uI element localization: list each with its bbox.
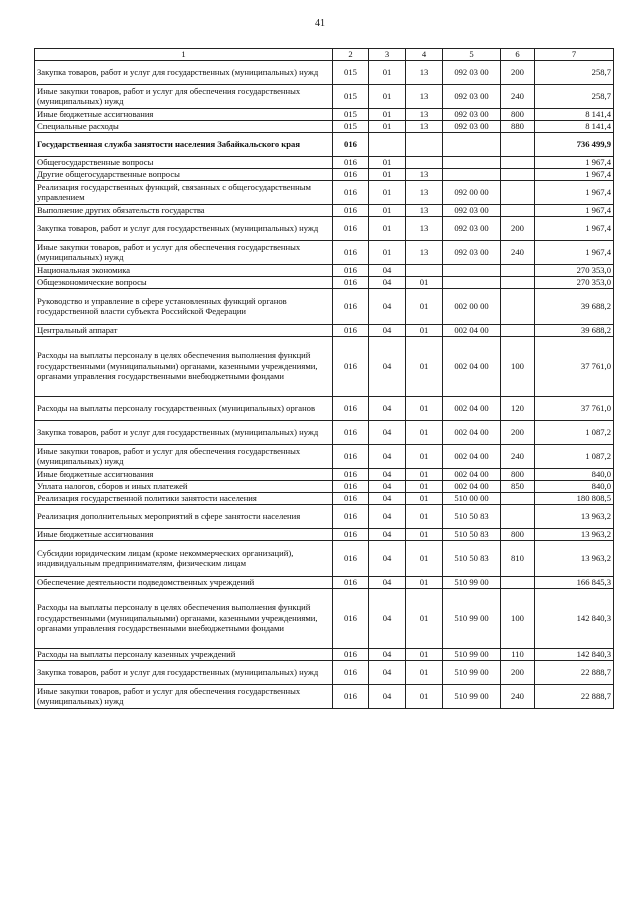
- cell-expense-type-code: [501, 504, 535, 528]
- cell-amount: 8 141,4: [535, 108, 614, 120]
- cell-ministry-code: 016: [333, 132, 369, 156]
- cell-amount: 1 087,2: [535, 420, 614, 444]
- cell-subsection-code: 13: [406, 204, 443, 216]
- cell-target-code: 510 99 00: [443, 648, 501, 660]
- cell-amount: 22 888,7: [535, 660, 614, 684]
- cell-section-code: 04: [369, 528, 406, 540]
- cell-section-code: 01: [369, 120, 406, 132]
- cell-subsection-code: 01: [406, 576, 443, 588]
- table-row: [35, 264, 614, 276]
- cell-name: Специальные расходы: [35, 120, 333, 132]
- cell-target-code: 002 04 00: [443, 336, 501, 396]
- column-header: 1: [35, 49, 333, 61]
- cell-expense-type-code: 800: [501, 108, 535, 120]
- cell-section-code: 01: [369, 204, 406, 216]
- column-header: 5: [443, 49, 501, 61]
- cell-subsection-code: 13: [406, 120, 443, 132]
- cell-section-code: 01: [369, 108, 406, 120]
- table-row: [35, 480, 614, 492]
- cell-target-code: 092 03 00: [443, 60, 501, 84]
- cell-amount: 142 840,3: [535, 648, 614, 660]
- cell-name: Национальная экономика: [35, 264, 333, 276]
- cell-amount: 1 967,4: [535, 204, 614, 216]
- table-row: [35, 60, 614, 84]
- table-row: [35, 684, 614, 708]
- cell-ministry-code: 016: [333, 492, 369, 504]
- cell-ministry-code: 016: [333, 528, 369, 540]
- cell-expense-type-code: 240: [501, 444, 535, 468]
- cell-amount: 736 499,9: [535, 132, 614, 156]
- cell-ministry-code: 016: [333, 336, 369, 396]
- cell-name: Иные бюджетные ассигнования: [35, 108, 333, 120]
- cell-expense-type-code: [501, 264, 535, 276]
- cell-subsection-code: 01: [406, 648, 443, 660]
- cell-subsection-code: 01: [406, 492, 443, 504]
- cell-expense-type-code: [501, 180, 535, 204]
- cell-section-code: 04: [369, 480, 406, 492]
- column-header: 4: [406, 49, 443, 61]
- cell-expense-type-code: 200: [501, 216, 535, 240]
- cell-name: Иные закупки товаров, работ и услуг для обеспечения государственных (муниципальных) нужд: [35, 444, 333, 468]
- cell-subsection-code: 01: [406, 588, 443, 648]
- cell-target-code: [443, 156, 501, 168]
- cell-ministry-code: 016: [333, 684, 369, 708]
- cell-section-code: 04: [369, 660, 406, 684]
- cell-target-code: 510 50 83: [443, 540, 501, 576]
- cell-target-code: 092 03 00: [443, 204, 501, 216]
- cell-expense-type-code: 200: [501, 660, 535, 684]
- cell-name: Закупка товаров, работ и услуг для государственных (муниципальных) нужд: [35, 216, 333, 240]
- cell-target-code: 510 00 00: [443, 492, 501, 504]
- table-row: [35, 324, 614, 336]
- cell-name: Иные бюджетные ассигнования: [35, 468, 333, 480]
- cell-ministry-code: 016: [333, 156, 369, 168]
- cell-ministry-code: 016: [333, 168, 369, 180]
- table-row: [35, 648, 614, 660]
- cell-expense-type-code: 240: [501, 84, 535, 108]
- table-row: [35, 168, 614, 180]
- cell-amount: 37 761,0: [535, 336, 614, 396]
- cell-expense-type-code: 200: [501, 420, 535, 444]
- cell-subsection-code: 01: [406, 420, 443, 444]
- cell-subsection-code: [406, 132, 443, 156]
- cell-expense-type-code: [501, 288, 535, 324]
- cell-ministry-code: 015: [333, 120, 369, 132]
- cell-section-code: 01: [369, 180, 406, 204]
- cell-ministry-code: 016: [333, 324, 369, 336]
- table-row: [35, 396, 614, 420]
- cell-name: Общеэкономические вопросы: [35, 276, 333, 288]
- cell-name: Расходы на выплаты персоналу в целях обеспечения выполнения функций государственными (муниципальными) органами, казенными учреждениями, органами управления государственными внебюджетными фондами: [35, 588, 333, 648]
- table-row: [35, 660, 614, 684]
- table-row: [35, 504, 614, 528]
- table-row: [35, 528, 614, 540]
- cell-amount: 1 967,4: [535, 216, 614, 240]
- cell-expense-type-code: 850: [501, 480, 535, 492]
- table-row: [35, 204, 614, 216]
- cell-subsection-code: 13: [406, 84, 443, 108]
- cell-section-code: 04: [369, 540, 406, 576]
- cell-amount: 258,7: [535, 60, 614, 84]
- cell-expense-type-code: 800: [501, 528, 535, 540]
- cell-target-code: 092 00 00: [443, 180, 501, 204]
- table-row: [35, 156, 614, 168]
- cell-expense-type-code: 800: [501, 468, 535, 480]
- table-row: [35, 288, 614, 324]
- cell-ministry-code: 016: [333, 180, 369, 204]
- cell-section-code: [369, 132, 406, 156]
- cell-name: Субсидии юридическим лицам (кроме некоммерческих организаций), индивидуальным предпринимателям, физическим лицам: [35, 540, 333, 576]
- cell-name: Иные закупки товаров, работ и услуг для обеспечения государственных (муниципальных) нужд: [35, 84, 333, 108]
- cell-name: Руководство и управление в сфере установленных функций органов государственной власти субъекта Российской Федерации: [35, 288, 333, 324]
- cell-name: Закупка товаров, работ и услуг для государственных (муниципальных) нужд: [35, 660, 333, 684]
- cell-name: Обеспечение деятельности подведомственных учреждений: [35, 576, 333, 588]
- cell-name: Государственная служба занятости населения Забайкальского края: [35, 132, 333, 156]
- cell-amount: 22 888,7: [535, 684, 614, 708]
- cell-section-code: 04: [369, 504, 406, 528]
- cell-expense-type-code: [501, 204, 535, 216]
- cell-subsection-code: 13: [406, 240, 443, 264]
- cell-name: Расходы на выплаты персоналу государственных (муниципальных) органов: [35, 396, 333, 420]
- cell-target-code: 092 03 00: [443, 108, 501, 120]
- cell-amount: 8 141,4: [535, 120, 614, 132]
- header-row: [35, 49, 614, 61]
- cell-name: Выполнение других обязательств государства: [35, 204, 333, 216]
- budget-table: [34, 48, 614, 709]
- cell-name: Реализация государственной политики занятости населения: [35, 492, 333, 504]
- cell-amount: 13 963,2: [535, 504, 614, 528]
- cell-amount: 840,0: [535, 480, 614, 492]
- cell-amount: 270 353,0: [535, 276, 614, 288]
- table-row: [35, 420, 614, 444]
- cell-expense-type-code: 810: [501, 540, 535, 576]
- cell-ministry-code: 016: [333, 588, 369, 648]
- cell-name: Закупка товаров, работ и услуг для государственных (муниципальных) нужд: [35, 60, 333, 84]
- cell-expense-type-code: [501, 276, 535, 288]
- cell-target-code: 002 04 00: [443, 468, 501, 480]
- cell-target-code: 510 99 00: [443, 660, 501, 684]
- table-row: [35, 84, 614, 108]
- cell-target-code: 002 04 00: [443, 396, 501, 420]
- cell-ministry-code: 016: [333, 216, 369, 240]
- cell-expense-type-code: 880: [501, 120, 535, 132]
- cell-expense-type-code: 200: [501, 60, 535, 84]
- cell-ministry-code: 016: [333, 420, 369, 444]
- cell-name: Уплата налогов, сборов и иных платежей: [35, 480, 333, 492]
- cell-section-code: 04: [369, 492, 406, 504]
- cell-ministry-code: 016: [333, 648, 369, 660]
- cell-section-code: 01: [369, 156, 406, 168]
- cell-subsection-code: 01: [406, 288, 443, 324]
- cell-ministry-code: 016: [333, 504, 369, 528]
- cell-target-code: 002 04 00: [443, 480, 501, 492]
- cell-name: Иные закупки товаров, работ и услуг для обеспечения государственных (муниципальных) нужд: [35, 240, 333, 264]
- cell-section-code: 04: [369, 324, 406, 336]
- table-row: [35, 444, 614, 468]
- cell-ministry-code: 016: [333, 660, 369, 684]
- cell-section-code: 01: [369, 168, 406, 180]
- cell-target-code: 002 04 00: [443, 324, 501, 336]
- cell-section-code: 04: [369, 276, 406, 288]
- cell-subsection-code: 01: [406, 276, 443, 288]
- cell-ministry-code: 016: [333, 396, 369, 420]
- cell-amount: 258,7: [535, 84, 614, 108]
- cell-amount: 270 353,0: [535, 264, 614, 276]
- cell-subsection-code: 13: [406, 108, 443, 120]
- cell-expense-type-code: 240: [501, 684, 535, 708]
- cell-ministry-code: 016: [333, 276, 369, 288]
- cell-ministry-code: 016: [333, 480, 369, 492]
- table-row: [35, 540, 614, 576]
- cell-ministry-code: 016: [333, 288, 369, 324]
- cell-target-code: [443, 168, 501, 180]
- table-row: [35, 336, 614, 396]
- cell-subsection-code: 01: [406, 540, 443, 576]
- cell-expense-type-code: 120: [501, 396, 535, 420]
- cell-name: Иные бюджетные ассигнования: [35, 528, 333, 540]
- cell-section-code: 04: [369, 588, 406, 648]
- cell-ministry-code: 016: [333, 468, 369, 480]
- cell-name: Расходы на выплаты персоналу в целях обеспечения выполнения функций государственными (муниципальными) органами, казенными учреждениями, органами управления государственными внебюджетными фондами: [35, 336, 333, 396]
- cell-subsection-code: 01: [406, 324, 443, 336]
- cell-target-code: 092 03 00: [443, 84, 501, 108]
- cell-target-code: 510 50 83: [443, 528, 501, 540]
- cell-amount: 1 967,4: [535, 240, 614, 264]
- cell-name: Иные закупки товаров, работ и услуг для обеспечения государственных (муниципальных) нужд: [35, 684, 333, 708]
- column-header: 3: [369, 49, 406, 61]
- cell-target-code: [443, 264, 501, 276]
- cell-amount: 39 688,2: [535, 324, 614, 336]
- cell-section-code: 04: [369, 648, 406, 660]
- table-row: [35, 132, 614, 156]
- cell-subsection-code: 13: [406, 216, 443, 240]
- cell-ministry-code: 016: [333, 240, 369, 264]
- cell-amount: 1 967,4: [535, 180, 614, 204]
- cell-ministry-code: 015: [333, 84, 369, 108]
- cell-expense-type-code: [501, 132, 535, 156]
- cell-subsection-code: 13: [406, 180, 443, 204]
- cell-section-code: 04: [369, 684, 406, 708]
- cell-expense-type-code: 240: [501, 240, 535, 264]
- cell-target-code: 092 03 00: [443, 120, 501, 132]
- cell-section-code: 01: [369, 60, 406, 84]
- cell-subsection-code: [406, 156, 443, 168]
- table-row: [35, 240, 614, 264]
- cell-name: Другие общегосударственные вопросы: [35, 168, 333, 180]
- table-row: [35, 588, 614, 648]
- cell-section-code: 01: [369, 84, 406, 108]
- cell-target-code: 510 99 00: [443, 576, 501, 588]
- cell-subsection-code: 01: [406, 336, 443, 396]
- cell-ministry-code: 016: [333, 444, 369, 468]
- cell-section-code: 04: [369, 576, 406, 588]
- cell-target-code: 510 99 00: [443, 588, 501, 648]
- cell-target-code: 002 04 00: [443, 420, 501, 444]
- cell-section-code: 04: [369, 420, 406, 444]
- column-header: 7: [535, 49, 614, 61]
- cell-amount: 39 688,2: [535, 288, 614, 324]
- cell-ministry-code: 015: [333, 108, 369, 120]
- cell-subsection-code: 01: [406, 504, 443, 528]
- cell-expense-type-code: [501, 168, 535, 180]
- cell-expense-type-code: [501, 324, 535, 336]
- cell-subsection-code: 01: [406, 480, 443, 492]
- cell-expense-type-code: 100: [501, 588, 535, 648]
- cell-name: Общегосударственные вопросы: [35, 156, 333, 168]
- cell-subsection-code: 01: [406, 528, 443, 540]
- cell-expense-type-code: [501, 156, 535, 168]
- cell-amount: 1 087,2: [535, 444, 614, 468]
- table-row: [35, 120, 614, 132]
- cell-amount: 840,0: [535, 468, 614, 480]
- cell-amount: 13 963,2: [535, 540, 614, 576]
- cell-ministry-code: 016: [333, 540, 369, 576]
- table-row: [35, 492, 614, 504]
- cell-section-code: 04: [369, 288, 406, 324]
- cell-expense-type-code: 110: [501, 648, 535, 660]
- cell-name: Расходы на выплаты персоналу казенных учреждений: [35, 648, 333, 660]
- cell-target-code: [443, 132, 501, 156]
- cell-subsection-code: 13: [406, 168, 443, 180]
- cell-subsection-code: [406, 264, 443, 276]
- cell-section-code: 04: [369, 336, 406, 396]
- cell-section-code: 04: [369, 444, 406, 468]
- cell-target-code: 002 04 00: [443, 444, 501, 468]
- column-header: 2: [333, 49, 369, 61]
- cell-section-code: 04: [369, 396, 406, 420]
- cell-amount: 37 761,0: [535, 396, 614, 420]
- cell-subsection-code: 01: [406, 660, 443, 684]
- cell-name: Реализация дополнительных мероприятий в сфере занятости населения: [35, 504, 333, 528]
- cell-target-code: 092 03 00: [443, 240, 501, 264]
- cell-section-code: 01: [369, 240, 406, 264]
- cell-amount: 1 967,4: [535, 156, 614, 168]
- cell-subsection-code: 01: [406, 444, 443, 468]
- table-row: [35, 216, 614, 240]
- cell-name: Реализация государственных функций, связанных с общегосударственным управлением: [35, 180, 333, 204]
- cell-expense-type-code: 100: [501, 336, 535, 396]
- cell-ministry-code: 015: [333, 60, 369, 84]
- cell-amount: 1 967,4: [535, 168, 614, 180]
- cell-section-code: 04: [369, 468, 406, 480]
- cell-section-code: 04: [369, 264, 406, 276]
- cell-ministry-code: 016: [333, 204, 369, 216]
- cell-target-code: 092 03 00: [443, 216, 501, 240]
- cell-subsection-code: 13: [406, 60, 443, 84]
- cell-target-code: [443, 276, 501, 288]
- cell-target-code: 510 50 83: [443, 504, 501, 528]
- table-row: [35, 468, 614, 480]
- table-row: [35, 180, 614, 204]
- cell-subsection-code: 01: [406, 468, 443, 480]
- cell-target-code: 510 99 00: [443, 684, 501, 708]
- cell-subsection-code: 01: [406, 684, 443, 708]
- table-row: [35, 276, 614, 288]
- page-number: 41: [315, 18, 325, 29]
- cell-section-code: 01: [369, 216, 406, 240]
- cell-name: Закупка товаров, работ и услуг для государственных (муниципальных) нужд: [35, 420, 333, 444]
- table-row: [35, 108, 614, 120]
- table-row: [35, 576, 614, 588]
- cell-subsection-code: 01: [406, 396, 443, 420]
- cell-expense-type-code: [501, 576, 535, 588]
- cell-amount: 166 845,3: [535, 576, 614, 588]
- column-header: 6: [501, 49, 535, 61]
- cell-amount: 142 840,3: [535, 588, 614, 648]
- cell-amount: 13 963,2: [535, 528, 614, 540]
- cell-ministry-code: 016: [333, 264, 369, 276]
- cell-amount: 180 808,5: [535, 492, 614, 504]
- cell-expense-type-code: [501, 492, 535, 504]
- cell-target-code: 002 00 00: [443, 288, 501, 324]
- cell-ministry-code: 016: [333, 576, 369, 588]
- cell-name: Центральный аппарат: [35, 324, 333, 336]
